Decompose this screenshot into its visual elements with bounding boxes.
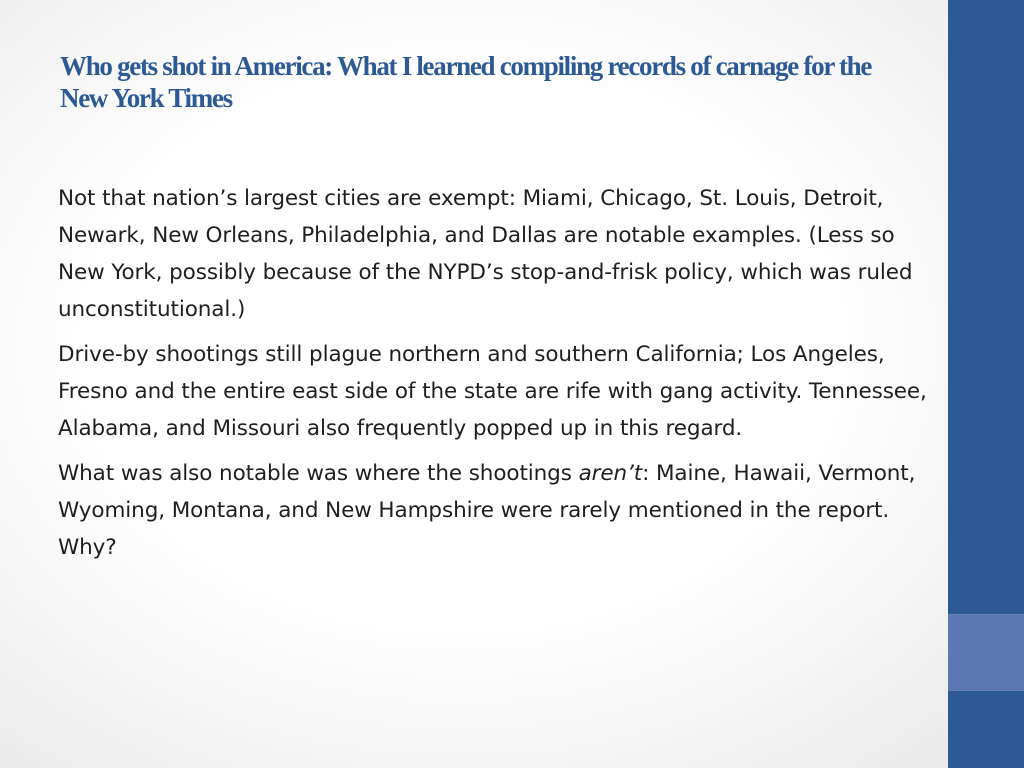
paragraph-3-tail: : Maine, Hawaii, Vermont, Wyoming, Montana, and New Hampshire were rarely mentioned in the report. Why? <box>58 461 916 560</box>
slide-title: Who gets shot in America: What I learned compiling records of carnage for the New York Times <box>60 51 872 113</box>
slide-body <box>58 180 938 566</box>
paragraph-3-emphasis: aren’t <box>578 461 643 486</box>
sidebar-accent-block <box>948 615 1024 690</box>
paragraph-3-lead: What was also notable was where the shootings <box>58 461 579 486</box>
body-paragraph-1: Not that nation’s largest cities are exempt: Miami, Chicago, St. Louis, Detroit, Newark, New Orleans, Philadelphia, and Dallas are notable examples. (Less so New York, possibly because of the NYPD’s stop-and-frisk policy, which was ruled unconstitutional.) <box>58 186 913 322</box>
body-paragraph-3 <box>58 455 938 566</box>
decorative-sidebar <box>948 0 1024 768</box>
body-paragraph-2: Drive-by shootings still plague northern and southern California; Los Angeles, Fresno and the entire east side of the state are rife with gang activity. Tennessee, Alabama, and Missouri also frequently popped up in this regard. <box>58 342 927 441</box>
sidebar-divider-bottom <box>948 690 1024 691</box>
